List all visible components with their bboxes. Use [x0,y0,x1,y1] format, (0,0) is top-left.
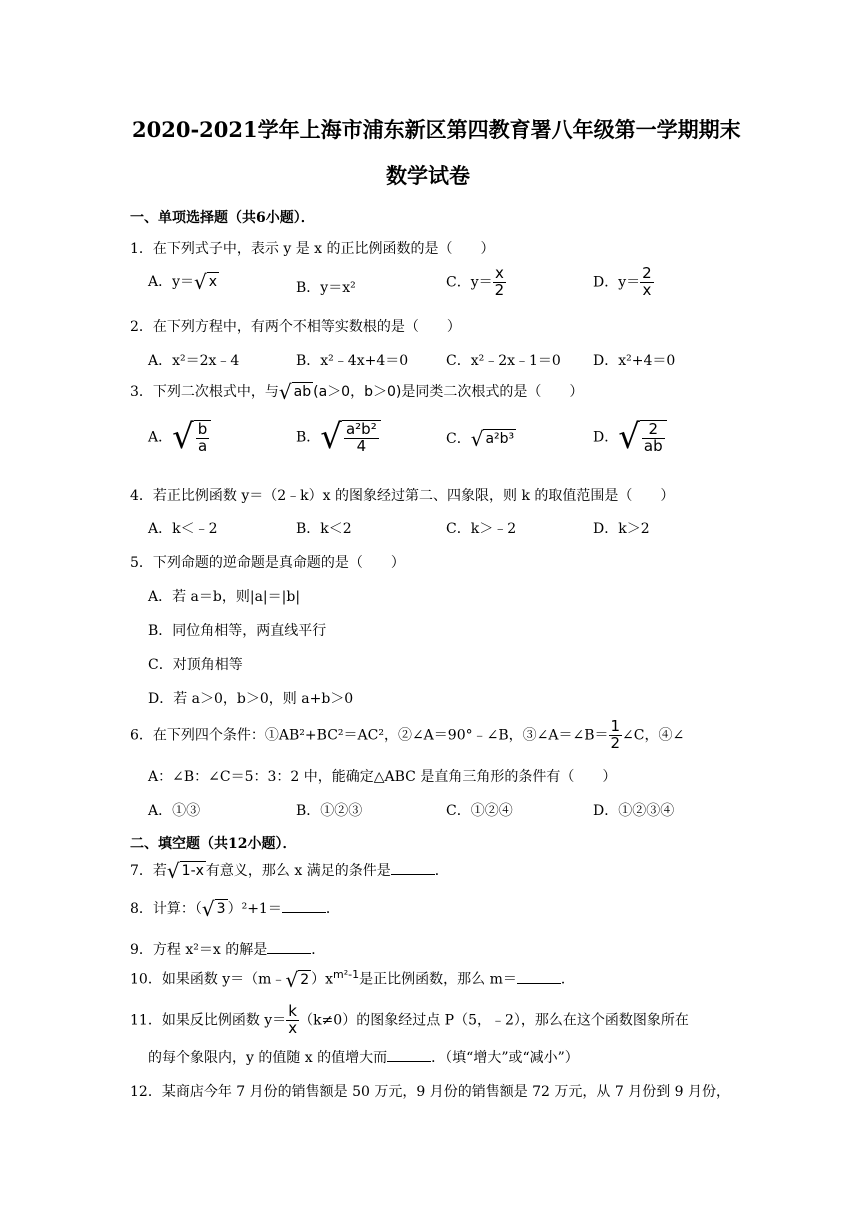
q3-b-fraction [344,422,379,455]
sqrt-symbol: √ 1-x [166,859,204,883]
q10-end: ． [560,971,575,988]
q3-c-label: C． [446,431,471,447]
q3-stem-condition: (a＞0，b＞0) [313,384,402,400]
q6-fraction [609,719,623,752]
q6-num: 1 [610,717,621,735]
q1-c-label: C．y＝ [446,274,493,291]
q11-line2-text: 的每个象限内，y 的值随 x 的值增大而 [148,1050,388,1066]
q9-pre: 9．方程 x²＝x 的解是 [130,942,268,958]
q1-d-num: 2 [642,264,652,282]
q7-radicand: 1-x [181,863,204,879]
q9-end: ． [311,942,326,958]
q4-option-a: A．k＜﹣2 [148,521,218,537]
q3-d-num: 2 [642,422,665,439]
q9-blank[interactable] [267,939,311,954]
q11-num: k [286,1004,299,1021]
sqrt-symbol: √ 3 [201,897,226,921]
sqrt-symbol: √ $\frac{b}{a}$ [172,420,211,455]
q8-end: ． [325,901,340,917]
q3-d-label: D． [593,429,619,446]
sqrt-symbol: √ $\frac{\text{a²b²}}{4}$ [320,420,380,455]
q10-exponent: m²-1 [333,968,360,981]
q5-option-b: B．同位角相等，两直线平行 [148,623,327,639]
q3-d-den: ab [643,436,663,455]
title-line-2: 数学试卷 [386,163,470,188]
title-line-1: 2020-2021学年上海市浦东新区第四教育署八年级第一学期期末 [132,117,741,142]
section-2-heading: 二、填空题（共12小题）． [130,836,297,852]
q1-c-num: x [493,266,507,283]
q5-stem: 5．下列命题的逆命题是真命题的是（ ） [130,555,405,571]
q1-d-label: D．y＝ [593,274,641,291]
q10-mid: ）x [311,971,334,988]
q7-post: 有意义，那么 x 满足的条件是 [205,863,391,879]
sqrt-symbol: √ x [194,270,218,294]
q7-end: ． [434,863,449,879]
q3-option-c [446,428,516,449]
q6-den: 2 [610,733,621,752]
q6-option-c: C．①②④ [446,803,513,819]
q6-stem [130,719,684,752]
q3-b-num: a²b² [345,420,377,438]
q11-pre: 11．如果反比例函数 y＝ [130,1012,287,1029]
q2-stem: 2．在下列方程中，有两个不相等实数根的是（ ） [130,319,461,335]
sqrt-symbol: √ $\frac{2}{ab}$ [618,420,666,455]
sqrt-symbol: √ 2 [285,967,310,992]
q3-b-label: B． [296,429,321,446]
sqrt-symbol: √ a²b³ [470,427,515,451]
q5-option-c: C．对顶角相等 [148,657,243,673]
q5-option-d: D．若 a＞0，b＞0，则 a+b＞0 [148,691,354,707]
q8 [130,898,340,919]
q1-c-fraction [493,266,507,299]
q3-b-den: 4 [356,436,367,455]
q3-option-d [593,417,667,457]
q6-option-d: D．①②③④ [593,803,675,819]
q11-blank[interactable] [387,1047,431,1062]
q5-option-a: A．若 a＝b，则|a|＝|b| [148,589,301,605]
q1-stem: 1．在下列式子中，表示 y 是 x 的正比例函数的是（ ） [130,241,495,257]
q1-d-den: x [642,280,652,299]
q10-radicand: 2 [300,971,310,988]
q4-option-b: B．k＜2 [296,521,352,537]
q7-blank[interactable] [391,860,435,875]
q2-option-c: C．x²﹣2x﹣1＝0 [446,353,561,369]
q1-option-b: B．y＝x² [296,280,356,296]
sqrt-symbol: √ ab [278,380,312,404]
q3-option-a [148,417,211,457]
q3-a-fraction [196,422,210,455]
q2-option-d: D．x²+4＝0 [593,353,676,369]
q4-option-d: D．k＞2 [593,521,650,537]
q10-pre: 10．如果函数 y＝（m﹣ [130,971,286,988]
q11-post: （k≠0）的图象经过点 P（5，﹣2），那么在这个函数图象所在 [299,1012,689,1029]
q10 [130,968,575,990]
section-1-heading: 一、单项选择题（共6小题）． [130,210,315,226]
q6-stem-post: ∠C，④∠ [622,727,685,744]
q3-stem-radicand: ab [293,384,312,400]
q6-option-a: A．①③ [148,803,201,819]
q11-den: x [288,1018,298,1037]
q1-option-c [446,266,506,299]
q6-stem-pre: 6．在下列四个条件：①AB²+BC²＝AC²，②∠A＝90°﹣∠B，③∠A＝∠B＝ [130,727,609,744]
q2-option-a: A．x²＝2x﹣4 [148,353,240,369]
q1-a-label: A．y＝ [148,274,195,290]
q3-a-label: A． [148,429,173,446]
q8-blank[interactable] [282,898,326,913]
q6-option-b: B．①②③ [296,803,363,819]
q3-stem [130,381,583,402]
q12-stem: 12．某商店今年 7 月份的销售额是 50 万元，9 月份的销售额是 72 万元，从 7 月份到 9 月份， [130,1084,731,1100]
q3-stem-pre: 3．下列二次根式中，与 [130,384,279,400]
q11-line2 [148,1047,579,1067]
q3-c-radicand: a²b³ [485,431,515,447]
q11-line2-end: ．（填“增大”或“减小”） [431,1050,579,1066]
q3-d-fraction [642,422,665,455]
q1-option-a [148,271,219,292]
q8-radicand: 3 [216,901,226,917]
q11 [130,1004,689,1037]
q3-a-num: b [197,420,208,438]
q1-d-fraction [640,266,654,299]
q9 [130,939,325,959]
q1-a-radicand: x [208,274,218,290]
q4-stem: 4．若正比例函数 y＝（2﹣k）x 的图象经过第二、四象限，则 k 的取值范围是（ ） [130,488,675,504]
q10-post: 是正比例函数，那么 m＝ [359,971,517,988]
q1-c-den: 2 [494,280,505,299]
q8-post: ）²+1＝ [227,901,282,917]
q1-option-d [593,266,654,299]
q3-option-b [296,417,381,457]
q8-pre: 8．计算：（ [130,901,202,917]
q3-a-den: a [197,436,208,455]
q2-option-b: B．x²﹣4x+4＝0 [296,353,409,369]
q7-pre: 7．若 [130,863,167,879]
q3-stem-post: 是同类二次根式的是（ ） [401,384,584,400]
q7 [130,860,449,881]
q11-fraction [286,1004,299,1037]
q6-stem-line2: A：∠B：∠C＝5：3：2 中，能确定△ABC 是直角三角形的条件有（ ） [148,769,617,785]
q4-option-c: C．k＞﹣2 [446,521,517,537]
q10-blank[interactable] [517,969,561,984]
